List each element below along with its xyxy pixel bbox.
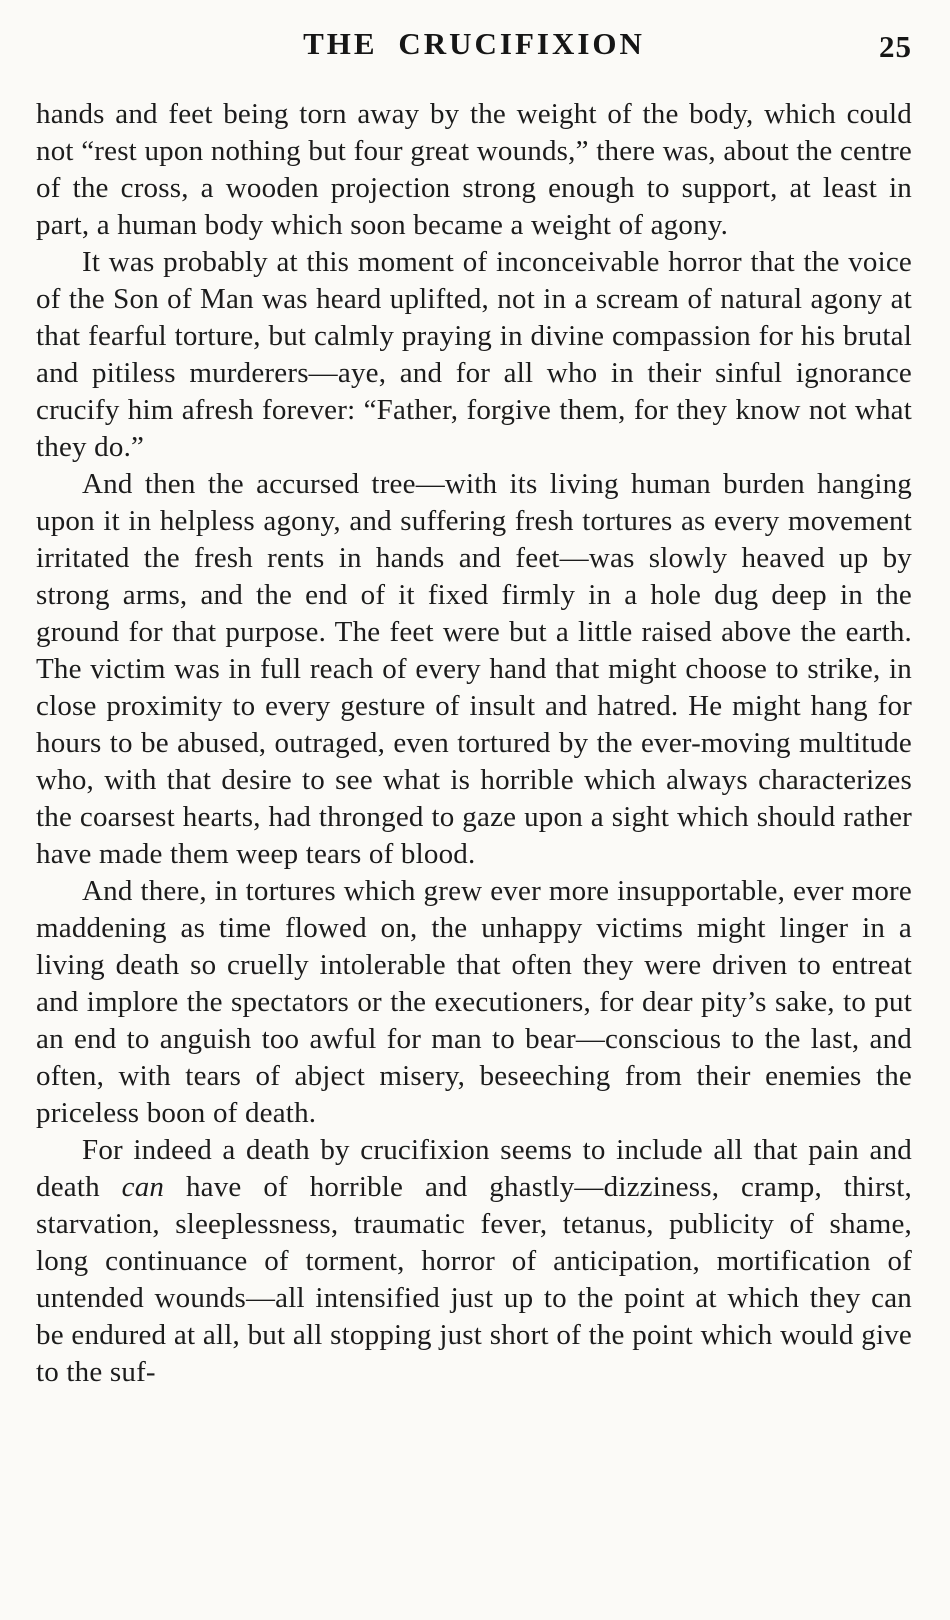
text-block: [36, 96, 912, 1391]
italic-text-run: can: [121, 1171, 165, 1203]
text-run: have of horrible and ghastly—dizziness, cramp, thirst, starvation, sleeplessness, traumatic fever, tetanus, publicity of shame, long continuance of torment, horror of anticipation, mortification of untended wounds—all intensified just up to the point at which they can be endured at all, but all stopping just short of the point which would give to the suf-: [36, 1171, 912, 1388]
text-run: hands and feet being torn away by the weight of the body, which could not “rest upon nothing but four great wounds,” there was, about the centre of the cross, a wooden projection strong enough to support, at least in part, a human body which soon became a weight of agony.: [36, 98, 912, 241]
paragraph: [36, 466, 912, 873]
paragraph: [36, 873, 912, 1132]
running-title: THE CRUCIFIXION: [303, 26, 645, 61]
text-run: It was probably at this moment of inconceivable horror that the voice of the Son of Man was heard uplifted, not in a scream of natural agony at that fearful torture, but calmly praying in divine compassion for his brutal and pitiless murderers—aye, and for all who in their sinful ignorance crucify him afresh forever: “Father, forgive them, for they know not what they do.”: [36, 246, 912, 463]
text-run: And there, in tortures which grew ever more insupportable, ever more maddening as time flowed on, the unhappy victims might linger in a living death so cruelly intolerable that often they were driven to entreat and implore the spectators or the executioners, for dear pity’s sake, to put an end to anguish too awful for man to bear—conscious to the last, and often, with tears of abject misery, beseeching from their enemies the priceless boon of death.: [36, 875, 912, 1129]
text-run: For indeed a death by crucifixion seems to include all that pain and death: [36, 1134, 912, 1203]
text-run: And then the accursed tree—with its living human burden hanging upon it in helpless agony, and suffering fresh tortures as every movement irritated the fresh rents in hands and feet—was slowly heaved up by strong arms, and the end of it fixed firmly in a hole dug deep in the ground for that purpose. The feet were but a little raised above the earth. The victim was in full reach of every hand that might choose to strike, in close proximity to every gesture of insult and hatred. He might hang for hours to be abused, outraged, even tortured by the ever-moving multitude who, with that desire to see what is horrible which always characterizes the coarsest hearts, had thronged to gaze upon a sight which should rather have made them weep tears of blood.: [36, 468, 912, 870]
paragraph: [36, 244, 912, 466]
page-header: [36, 26, 912, 74]
page-number: 25: [879, 29, 912, 64]
paragraph: [36, 96, 912, 244]
paragraph: [36, 1132, 912, 1391]
